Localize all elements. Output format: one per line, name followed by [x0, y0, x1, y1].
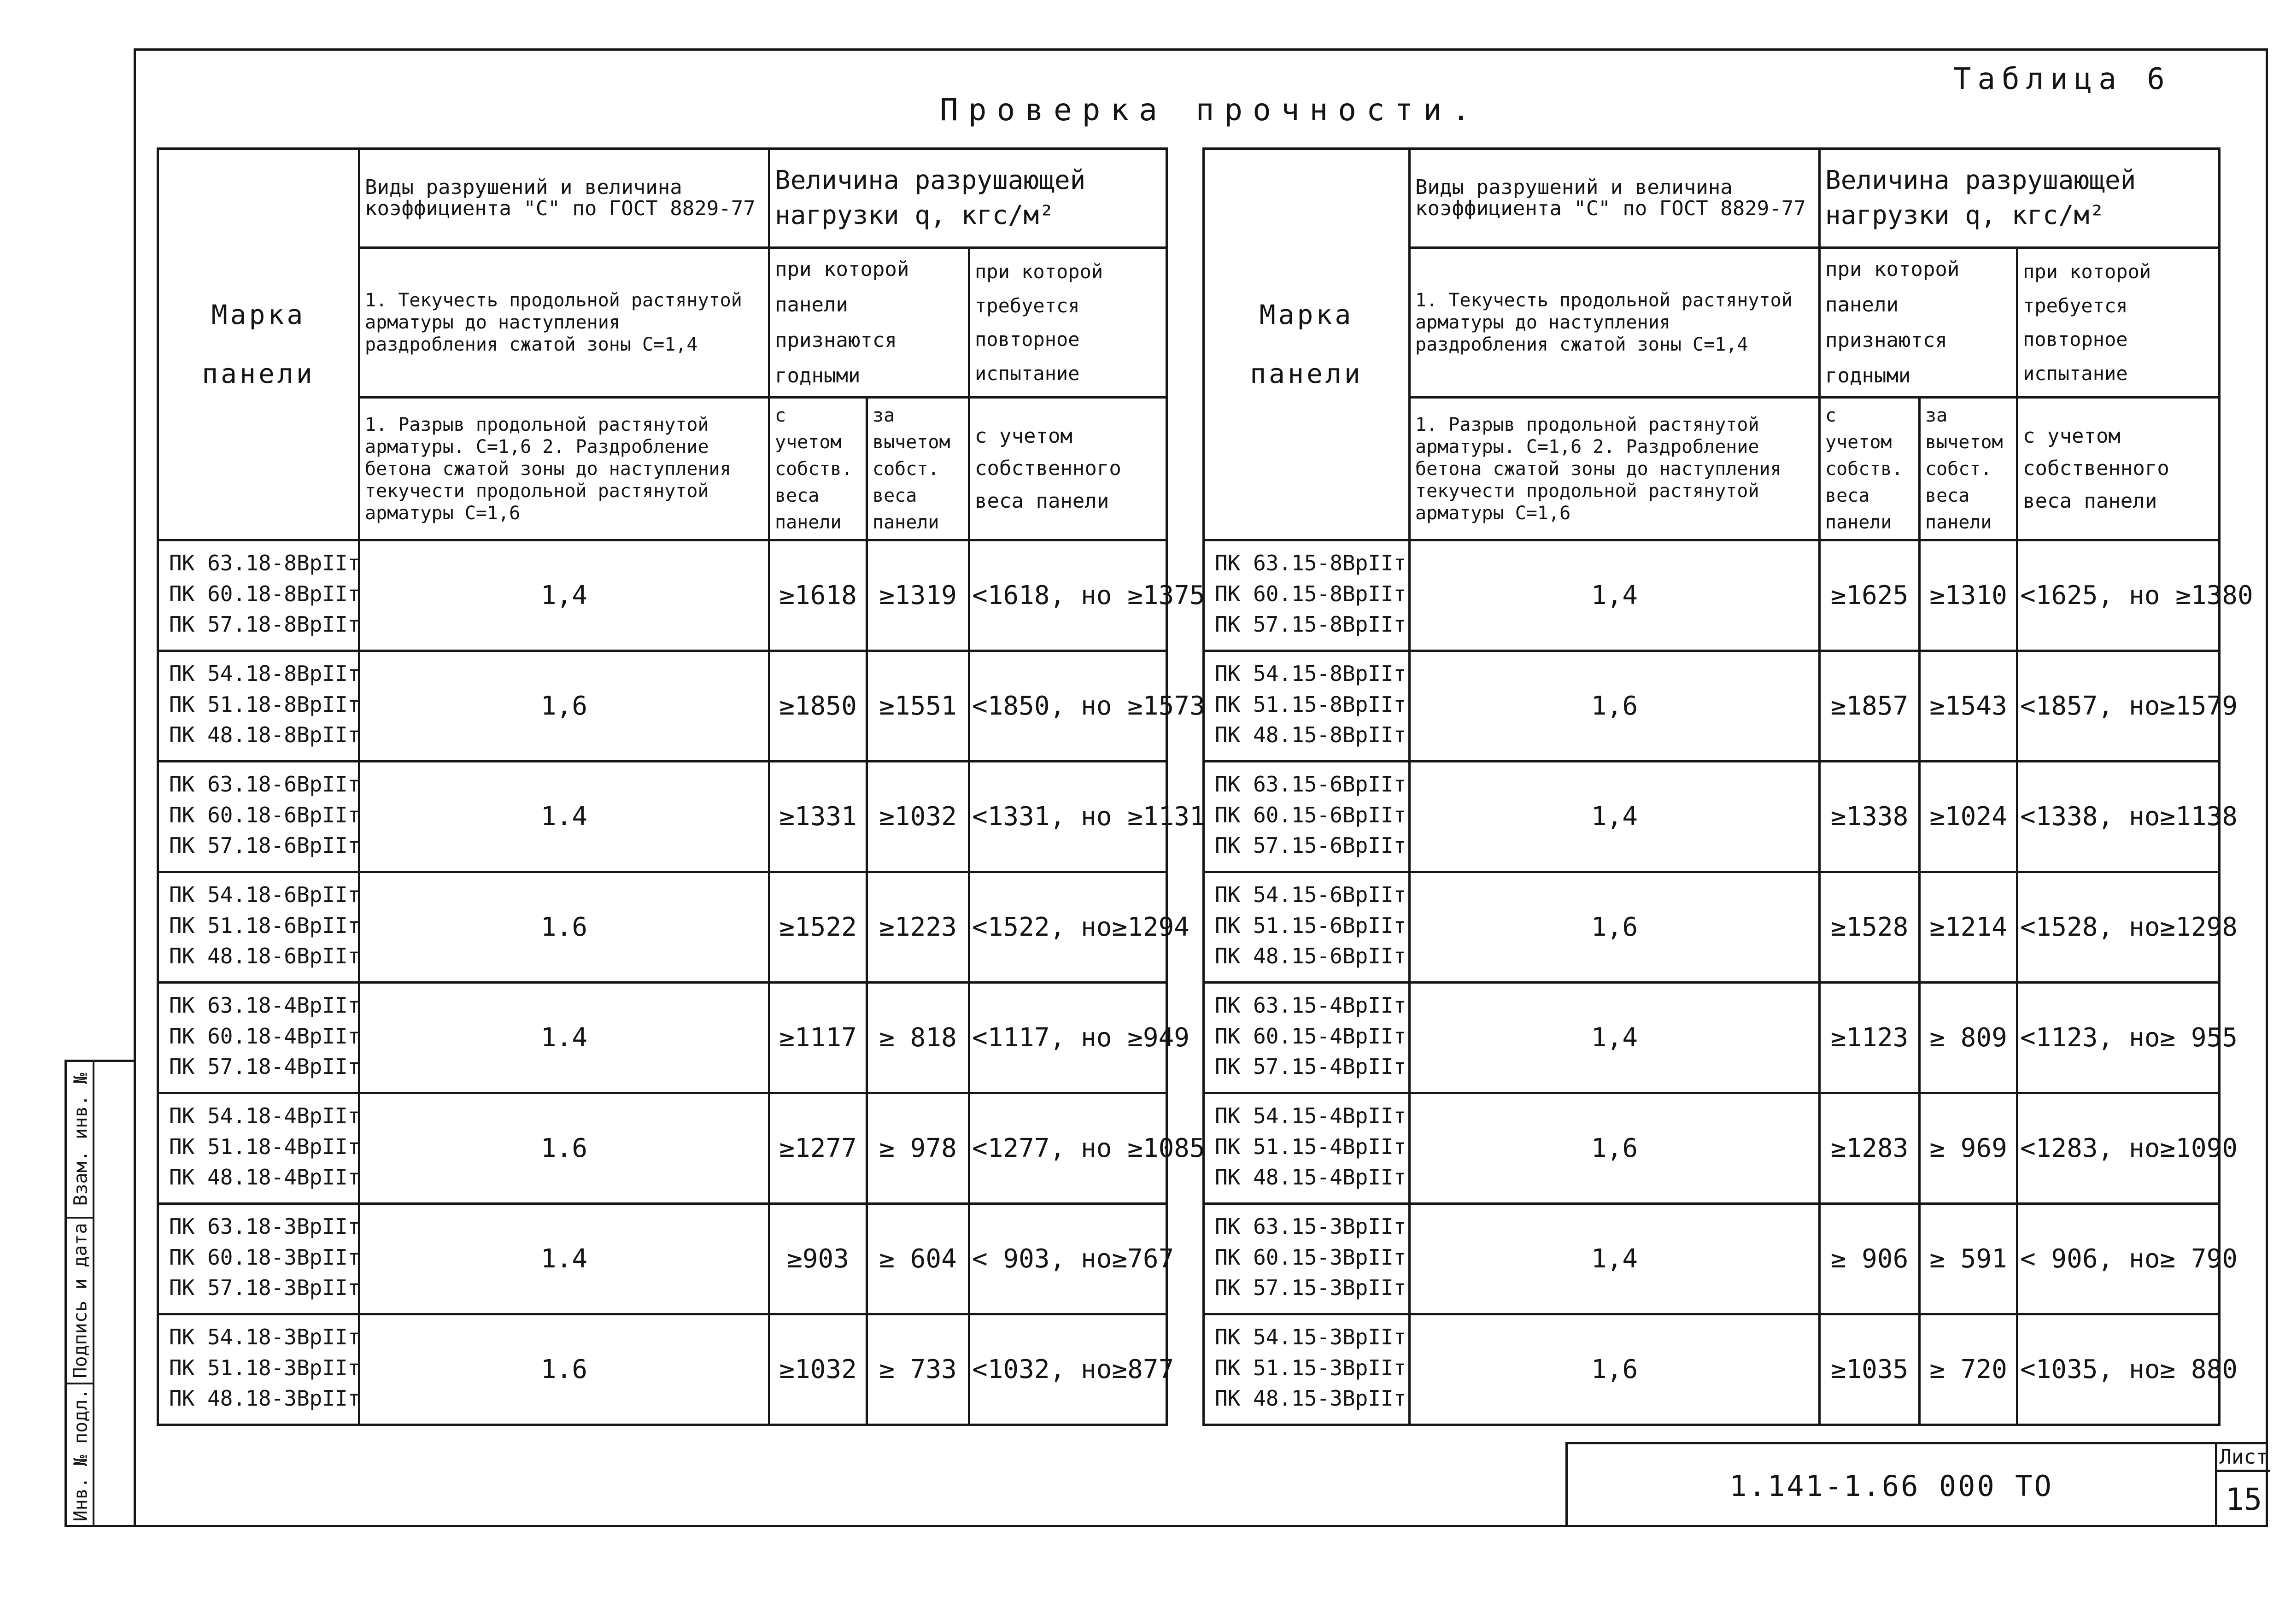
stamp-inv-cell	[67, 1384, 94, 1525]
load-with-weight: ≥1522	[769, 872, 867, 983]
mark-header-line2: панели	[1250, 358, 1363, 389]
panel-mark: ПК 54.18-4ВрIIт	[169, 1103, 361, 1128]
panel-mark: ПК 60.18-4ВрIIт	[169, 1023, 361, 1049]
panel-mark: ПК 51.15-4ВрIIт	[1215, 1134, 1406, 1159]
panel-mark: ПК 60.15-3ВрIIт	[1215, 1244, 1406, 1270]
panel-mark: ПК 48.18-6ВрIIт	[169, 944, 361, 969]
panel-mark: ПК 48.15-3ВрIIт	[1215, 1386, 1406, 1411]
panel-mark: ПК 60.15-8ВрIIт	[1215, 581, 1406, 606]
with-weight-header: с учетом собств. веса панели	[769, 398, 867, 540]
panel-mark: ПК 54.15-3ВрIIт	[1215, 1325, 1406, 1349]
strength-table-left	[157, 147, 1205, 1426]
panel-mark: ПК 63.15-6ВрIIт	[1215, 772, 1406, 797]
table-row	[1204, 983, 2220, 1093]
page-title: Проверка прочности.	[940, 92, 1480, 128]
panel-mark: ПК 60.15-4ВрIIт	[1215, 1023, 1406, 1049]
load-minus-weight: ≥ 733	[867, 1314, 969, 1425]
load-with-weight: ≥903	[769, 1204, 867, 1314]
load-retest: < 906, но≥ 790	[2017, 1204, 2220, 1314]
table-row	[158, 872, 1167, 983]
panel-mark: ПК 51.18-4ВрIIт	[169, 1134, 361, 1159]
load-retest: <1625, но ≥1380	[2017, 540, 2220, 651]
load-with-weight: ≥1035	[1820, 1314, 1920, 1425]
panel-marks	[1204, 1314, 1410, 1425]
fit-header: при которой панели признаются годными	[1820, 248, 2017, 398]
load-with-weight: ≥1857	[1820, 651, 1920, 762]
mark-header-line2: панели	[202, 358, 315, 389]
coefficient-value: 1,6	[1410, 1093, 1820, 1204]
panel-mark: ПК 54.15-8ВрIIт	[1215, 661, 1406, 686]
panel-mark: ПК 63.18-4ВрIIт	[169, 993, 361, 1018]
load-retest: <1522, но≥1294	[969, 872, 1167, 983]
case-16-header: 1. Разрыв продольной растянутой арматуры. С=1,6 2. Раздробление бетона сжатой зоны до наступления текучести продольной растянутой арматуры С=1,6	[359, 398, 769, 540]
load-minus-weight: ≥1214	[1920, 872, 2017, 983]
load-with-weight: ≥1117	[769, 983, 867, 1093]
panel-marks	[1204, 1093, 1410, 1204]
panel-mark: ПК 63.15-8ВрIIт	[1215, 551, 1406, 575]
coefficient-value: 1,4	[1410, 1204, 1820, 1314]
panel-marks	[158, 1314, 359, 1425]
panel-mark: ПК 57.18-3ВрIIт	[169, 1275, 361, 1301]
stamp-vzam-cell	[67, 1062, 94, 1219]
panel-marks	[1204, 1204, 1410, 1314]
panel-mark: ПК 57.15-4ВрIIт	[1215, 1054, 1406, 1079]
load-minus-weight: ≥ 720	[1920, 1314, 2017, 1425]
stamp-inv-podl: Инв. № подл.	[70, 1388, 92, 1521]
load-minus-weight: ≥ 809	[1920, 983, 2017, 1093]
coefficient-value: 1,4	[1410, 540, 1820, 651]
coefficient-value: 1,6	[1410, 651, 1820, 762]
sheet-label: Лист	[2215, 1444, 2270, 1472]
panel-mark: ПК 51.15-6ВрIIт	[1215, 913, 1406, 938]
panel-mark: ПК 51.18-6ВрIIт	[169, 913, 361, 938]
mark-header	[1204, 149, 1410, 540]
stamp-podpis-cell	[67, 1219, 94, 1384]
table-row	[1204, 651, 2220, 762]
coefficient-value: 1,4	[359, 540, 769, 651]
load-minus-weight: ≥1310	[1920, 540, 2017, 651]
load-retest: <1035, но≥ 880	[2017, 1314, 2220, 1425]
load-minus-weight: ≥1319	[867, 540, 969, 651]
panel-marks	[1204, 872, 1410, 983]
panel-mark: ПК 60.18-3ВрIIт	[169, 1244, 361, 1270]
load-retest: <1277, но ≥1085	[969, 1093, 1167, 1204]
minus-weight-header: за вычетом собст. веса панели	[1920, 398, 2017, 540]
load-with-weight: ≥1850	[769, 651, 867, 762]
panel-mark: ПК 57.18-6ВрIIт	[169, 833, 361, 858]
coefficient-value: 1.6	[359, 1093, 769, 1204]
load-with-weight: ≥1032	[769, 1314, 867, 1425]
load-retest: <1123, но≥ 955	[2017, 983, 2220, 1093]
panel-marks	[158, 872, 359, 983]
table-label: Таблица 6	[1953, 62, 2171, 96]
with-weight-header: с учетом собств. веса панели	[1820, 398, 1920, 540]
table-row	[158, 1204, 1167, 1314]
coefficient-value: 1,4	[1410, 983, 1820, 1093]
panel-mark: ПК 63.18-3ВрIIт	[169, 1214, 361, 1239]
table-row	[1204, 872, 2220, 983]
table-row	[1204, 1093, 2220, 1204]
panel-mark: ПК 48.18-4ВрIIт	[169, 1165, 361, 1190]
load-with-weight: ≥ 906	[1820, 1204, 1920, 1314]
load-minus-weight: ≥1223	[867, 872, 969, 983]
panel-marks	[158, 983, 359, 1093]
case-14-header: 1. Текучесть продольной растянутой арматуры до наступления раздробления сжатой зоны С=1,4	[1410, 248, 1820, 398]
panel-mark: ПК 48.15-4ВрIIт	[1215, 1165, 1406, 1190]
load-minus-weight: ≥ 604	[867, 1204, 969, 1314]
coefficient-value: 1,4	[1410, 762, 1820, 872]
load-with-weight: ≥1283	[1820, 1093, 1920, 1204]
table-row	[158, 1314, 1167, 1425]
load-retest: <1857, но≥1579	[2017, 651, 2220, 762]
document-number: 1.141-1.66 000 ТО	[1729, 1469, 2053, 1503]
panel-mark: ПК 51.15-8ВрIIт	[1215, 692, 1406, 717]
coefficient-value: 1.6	[359, 1314, 769, 1425]
panel-marks	[1204, 983, 1410, 1093]
panel-mark: ПК 51.15-3ВрIIт	[1215, 1355, 1406, 1380]
side-stamp	[64, 1060, 134, 1527]
panel-marks	[1204, 540, 1410, 651]
failure-types-header: Виды разрушений и величина коэффициента "С" по ГОСТ 8829-77	[1410, 149, 1820, 248]
panel-marks	[158, 540, 359, 651]
table-row	[158, 1093, 1167, 1204]
load-retest: <1850, но ≥1573	[969, 651, 1167, 762]
panel-mark: ПК 48.15-8ВрIIт	[1215, 722, 1406, 748]
panel-mark: ПК 57.18-8ВрIIт	[169, 612, 361, 637]
coefficient-value: 1.4	[359, 983, 769, 1093]
load-with-weight: ≥1331	[769, 762, 867, 872]
coefficient-value: 1.4	[359, 762, 769, 872]
panel-mark: ПК 63.15-4ВрIIт	[1215, 993, 1406, 1018]
stamp-podpis: Подпись и дата	[70, 1223, 91, 1378]
load-retest: <1528, но≥1298	[2017, 872, 2220, 983]
with-own-weight-header: с учетом собственного веса панели	[2017, 398, 2220, 540]
panel-marks	[158, 1093, 359, 1204]
load-minus-weight: ≥1551	[867, 651, 969, 762]
load-value-header: Величина разрушающей нагрузки q, кгс/м²	[769, 149, 1167, 248]
failure-types-header: Виды разрушений и величина коэффициента "С" по ГОСТ 8829-77	[359, 149, 769, 248]
panel-mark: ПК 60.18-6ВрIIт	[169, 802, 361, 827]
coefficient-value: 1,6	[1410, 1314, 1820, 1425]
panel-mark: ПК 51.18-3ВрIIт	[169, 1355, 361, 1380]
table-row	[158, 540, 1167, 651]
load-minus-weight: ≥ 818	[867, 983, 969, 1093]
title-block	[1565, 1442, 2268, 1527]
side-stamp-labels	[67, 1062, 94, 1525]
mark-header	[158, 149, 359, 540]
sheet-number: 15	[2215, 1472, 2270, 1527]
panel-marks	[158, 1204, 359, 1314]
load-minus-weight: ≥ 591	[1920, 1204, 2017, 1314]
load-value-header: Величина разрушающей нагрузки q, кгс/м²	[1820, 149, 2220, 248]
panel-mark: ПК 54.18-3ВрIIт	[169, 1325, 361, 1349]
table-row	[1204, 762, 2220, 872]
load-with-weight: ≥1338	[1820, 762, 1920, 872]
panel-mark: ПК 48.15-6ВрIIт	[1215, 944, 1406, 969]
load-minus-weight: ≥1024	[1920, 762, 2017, 872]
minus-weight-header: за вычетом собст. веса панели	[867, 398, 969, 540]
load-retest: <1331, но ≥1131	[969, 762, 1167, 872]
panel-mark: ПК 48.18-3ВрIIт	[169, 1386, 361, 1411]
panel-marks	[158, 762, 359, 872]
load-with-weight: ≥1528	[1820, 872, 1920, 983]
table-row	[1204, 1314, 2220, 1425]
panel-marks	[158, 651, 359, 762]
panel-mark: ПК 60.18-8ВрIIт	[169, 581, 361, 606]
panel-marks	[1204, 762, 1410, 872]
panel-mark: ПК 51.18-8ВрIIт	[169, 692, 361, 717]
case-14-header: 1. Текучесть продольной растянутой арматуры до наступления раздробления сжатой зоны С=1,4	[359, 248, 769, 398]
load-minus-weight: ≥ 969	[1920, 1093, 2017, 1204]
table-row	[158, 983, 1167, 1093]
panel-mark: ПК 57.15-3ВрIIт	[1215, 1275, 1406, 1301]
load-retest: <1618, но ≥1375	[969, 540, 1167, 651]
mark-header-line1: Марка	[1259, 299, 1354, 330]
load-minus-weight: ≥ 978	[867, 1093, 969, 1204]
coefficient-value: 1,6	[1410, 872, 1820, 983]
case-16-header: 1. Разрыв продольной растянутой арматуры. С=1,6 2. Раздробление бетона сжатой зоны до наступления текучести продольной растянутой арматуры С=1,6	[1410, 398, 1820, 540]
panel-mark: ПК 54.15-6ВрIIт	[1215, 882, 1406, 907]
panel-mark: ПК 54.18-8ВрIIт	[169, 661, 361, 686]
mark-header-line1: Марка	[211, 299, 306, 330]
load-retest: < 903, но≥767	[969, 1204, 1167, 1314]
load-with-weight: ≥1618	[769, 540, 867, 651]
panel-mark: ПК 63.18-8ВрIIт	[169, 551, 361, 575]
load-retest: <1032, но≥877	[969, 1314, 1167, 1425]
coefficient-value: 1.6	[359, 872, 769, 983]
coefficient-value: 1,6	[359, 651, 769, 762]
load-retest: <1338, но≥1138	[2017, 762, 2220, 872]
table-row	[1204, 1204, 2220, 1314]
panel-mark: ПК 54.15-4ВрIIт	[1215, 1103, 1406, 1128]
panel-mark: ПК 57.15-8ВрIIт	[1215, 612, 1406, 637]
table-row	[1204, 540, 2220, 651]
load-with-weight: ≥1625	[1820, 540, 1920, 651]
retest-header: при которой требуется повторное испытание	[969, 248, 1167, 398]
panel-mark: ПК 48.18-8ВрIIт	[169, 722, 361, 748]
load-with-weight: ≥1277	[769, 1093, 867, 1204]
panel-mark: ПК 54.18-6ВрIIт	[169, 882, 361, 907]
panel-mark: ПК 63.18-6ВрIIт	[169, 772, 361, 797]
strength-table-right	[1202, 147, 2253, 1426]
load-minus-weight: ≥1543	[1920, 651, 2017, 762]
coefficient-value: 1.4	[359, 1204, 769, 1314]
panel-marks	[1204, 651, 1410, 762]
table-row	[158, 762, 1167, 872]
stamp-vzam: Взам. инв. №	[70, 1073, 92, 1206]
fit-header: при которой панели признаются годными	[769, 248, 969, 398]
load-retest: <1117, но ≥949	[969, 983, 1167, 1093]
retest-header: при которой требуется повторное испытание	[2017, 248, 2220, 398]
panel-mark: ПК 60.15-6ВрIIт	[1215, 802, 1406, 827]
with-own-weight-header: с учетом собственного веса панели	[969, 398, 1167, 540]
load-with-weight: ≥1123	[1820, 983, 1920, 1093]
load-minus-weight: ≥1032	[867, 762, 969, 872]
panel-mark: ПК 63.15-3ВрIIт	[1215, 1214, 1406, 1239]
panel-mark: ПК 57.18-4ВрIIт	[169, 1054, 361, 1079]
load-retest: <1283, но≥1090	[2017, 1093, 2220, 1204]
panel-mark: ПК 57.15-6ВрIIт	[1215, 833, 1406, 858]
table-row	[158, 651, 1167, 762]
